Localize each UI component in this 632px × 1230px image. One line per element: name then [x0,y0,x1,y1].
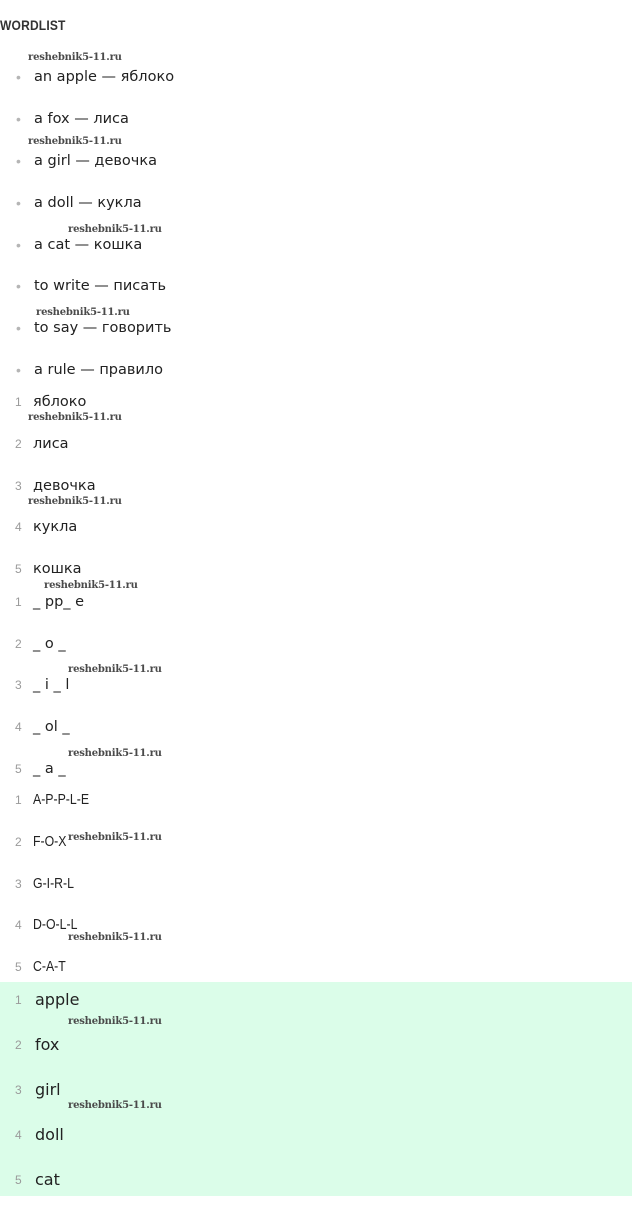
vocab-entry: an apple — яблоко [34,69,175,85]
vocab-entry: to say — говорить [34,320,172,336]
list-item [15,591,84,613]
watermark: reshebnik5-11.ru [68,832,162,843]
item-number: 5 [15,1173,22,1187]
wordlist-heading: WORDLIST [0,17,66,33]
item-number: 4 [15,720,22,734]
vocab-entry: a girl — девочка [34,153,158,169]
vocab-entry: to write — писать [34,278,167,294]
bullet-icon: • [16,278,21,294]
item-number: 1 [15,395,22,409]
watermark: reshebnik5-11.ru [28,52,122,63]
gap-word: _ pp_ e [33,594,85,610]
item-number: 2 [15,437,22,451]
bullet-icon: • [16,320,21,336]
answer-word: apple [35,990,80,1009]
answer-word: fox [35,1035,60,1054]
list-item [15,433,69,455]
bullet-icon: • [16,69,21,85]
list-item [15,1169,60,1191]
watermark: reshebnik5-11.ru [68,1016,162,1027]
list-item [15,150,157,172]
list-item [15,108,129,130]
item-number: 5 [15,960,22,974]
watermark: reshebnik5-11.ru [28,136,122,147]
answer-word: doll [35,1125,64,1144]
list-item [15,989,79,1011]
item-number: 5 [15,562,22,576]
vocab-entry: a fox — лиса [34,111,129,127]
translation-text: девочка [33,478,96,494]
watermark: reshebnik5-11.ru [68,224,162,235]
list-item [15,873,83,895]
answer-block [0,982,632,1196]
item-number: 1 [15,595,22,609]
watermark: reshebnik5-11.ru [28,412,122,423]
list-item [15,359,163,381]
list-item [15,391,86,413]
list-item [15,66,174,88]
item-number: 2 [15,835,22,849]
gap-word: _ a _ [33,761,66,777]
watermark: reshebnik5-11.ru [28,496,122,507]
list-item [15,831,74,853]
spelled-word: F-O-X [33,833,67,850]
bullet-icon: • [16,237,21,253]
translation-text: лиса [33,436,69,452]
vocab-entry: a cat — кошка [34,237,143,253]
gap-word: _ i _ l [33,677,70,693]
spelled-word: G-I-R-L [33,875,74,892]
bullet-icon: • [16,195,21,211]
watermark: reshebnik5-11.ru [44,580,138,591]
item-number: 3 [15,479,22,493]
list-item [15,558,82,580]
bullet-icon: • [16,153,21,169]
item-number: 3 [15,1083,22,1097]
item-number: 4 [15,918,22,932]
item-number: 5 [15,762,22,776]
list-item [15,1079,61,1101]
list-item [15,516,77,538]
item-number: 1 [15,793,22,807]
list-item [15,234,142,256]
answer-word: girl [35,1080,61,1099]
bullet-icon: • [16,362,21,378]
watermark: reshebnik5-11.ru [68,1100,162,1111]
list-item [15,475,96,497]
translation-text: кошка [33,561,82,577]
item-number: 4 [15,1128,22,1142]
list-item [15,758,66,780]
watermark: reshebnik5-11.ru [68,748,162,759]
list-item [15,674,69,696]
spelled-word: D-O-L-L [33,916,78,933]
list-item [15,1124,64,1146]
bullet-icon: • [16,111,21,127]
item-number: 3 [15,678,22,692]
list-item [15,716,70,738]
vocab-entry: a doll — кукла [34,195,142,211]
gap-word: _ ol _ [33,719,70,735]
list-item [15,789,101,811]
translation-text: яблоко [33,394,87,410]
item-number: 2 [15,637,22,651]
answer-word: cat [35,1170,60,1189]
item-number: 3 [15,877,22,891]
list-item [15,192,142,214]
list-item [15,275,166,297]
list-item [15,1034,59,1056]
spelled-word: A-P-P-L-E [33,791,90,808]
watermark: reshebnik5-11.ru [68,932,162,943]
watermark: reshebnik5-11.ru [68,664,162,675]
item-number: 2 [15,1038,22,1052]
list-item [15,956,73,978]
translation-text: кукла [33,519,78,535]
list-item [15,317,171,339]
item-number: 4 [15,520,22,534]
gap-word: _ o _ [33,636,66,652]
spelled-word: C-A-T [33,958,66,975]
watermark: reshebnik5-11.ru [36,307,130,318]
list-item [15,633,66,655]
vocab-entry: a rule — правило [34,362,163,378]
item-number: 1 [15,993,22,1007]
